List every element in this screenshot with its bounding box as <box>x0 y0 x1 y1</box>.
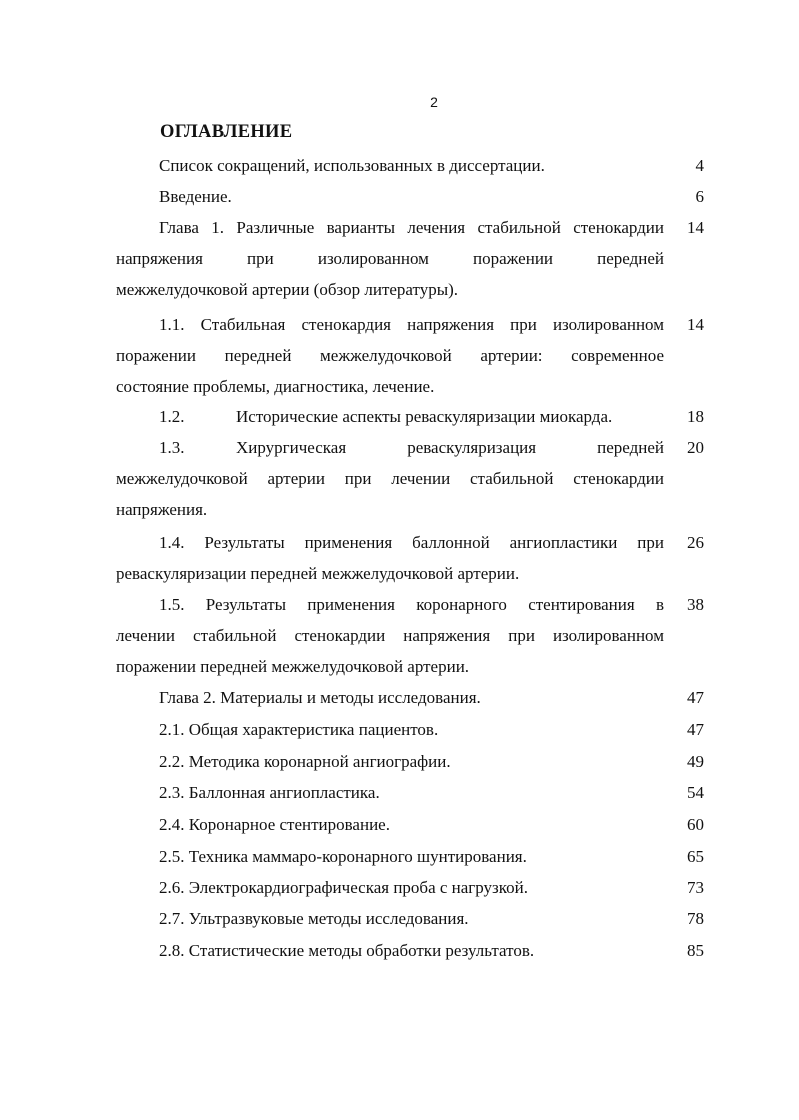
toc-entry-text-line: 2.6. Электрокардиографическая проба с нагрузкой. <box>159 878 529 897</box>
toc-entry-text-line: 1.1. Стабильная стенокардия напряжения при изолированном <box>159 315 664 334</box>
toc-entry-page: 6 <box>695 187 704 206</box>
toc-entry-page: 73 <box>687 878 704 897</box>
toc-entry-text-line: Глава 2. Материалы и методы исследования. <box>159 688 481 707</box>
toc-entry-text-line: межжелудочковой артерии при лечении стабильной стенокардии <box>116 469 664 488</box>
toc-entry-page: 47 <box>687 688 704 707</box>
toc-entry-text-line: Глава 1. Различные варианты лечения стабильной стенокардии <box>159 218 664 237</box>
toc-entry-text-line: 2.7. Ультразвуковые методы исследования. <box>159 909 469 928</box>
toc-entry-number: 1.3. <box>159 438 185 457</box>
toc-entry-page: 60 <box>687 815 704 834</box>
toc-heading: ОГЛАВЛЕНИЕ <box>160 122 293 142</box>
toc-entry-text-line: 2.5. Техника маммаро-коронарного шунтирования. <box>159 847 527 866</box>
toc-entry-text-line: лечении стабильной стенокардии напряжения при изолированном <box>116 626 664 645</box>
page-number: 2 <box>430 94 438 110</box>
toc-entry-page: 4 <box>695 156 704 175</box>
toc-entry-text-line: Хирургическая реваскуляризация передней <box>236 438 664 457</box>
toc-entry-text-line: 2.1. Общая характеристика пациентов. <box>159 720 439 739</box>
toc-entry-text-line: реваскуляризации передней межжелудочковой артерии. <box>116 564 520 583</box>
toc-entry-text-line: состояние проблемы, диагностика, лечение. <box>116 377 435 396</box>
toc-entry-page: 78 <box>687 909 704 928</box>
toc-entry-text-line: 1.4. Результаты применения баллонной ангиопластики при <box>159 533 664 552</box>
toc-entry-text-line: межжелудочковой артерии (обзор литературы). <box>116 280 459 299</box>
toc-entry-page: 65 <box>687 847 704 866</box>
toc-entry-text-line: 2.3. Баллонная ангиопластика. <box>159 783 380 802</box>
toc-entry-page: 54 <box>687 783 704 802</box>
toc-entry-page: 14 <box>687 218 704 237</box>
toc-entry-text-line: 2.4. Коронарное стентирование. <box>159 815 390 834</box>
toc-entry-text-line: Введение. <box>159 187 232 206</box>
toc-entry-text-line: 1.5. Результаты применения коронарного стентирования в <box>159 595 664 614</box>
toc-entry-text-line: поражении передней межжелудочковой артерии. <box>116 657 470 676</box>
toc-entry-text-line: Исторические аспекты реваскуляризации миокарда. <box>236 407 613 426</box>
toc-entry-page: 47 <box>687 720 704 739</box>
toc-entry-page: 26 <box>687 533 704 552</box>
toc-entry-page: 14 <box>687 315 704 334</box>
toc-entry-page: 49 <box>687 752 704 771</box>
toc-entry-page: 18 <box>687 407 704 426</box>
toc-entry-page: 38 <box>687 595 704 614</box>
toc-entry-text-line: Список сокращений, использованных в диссертации. <box>159 156 545 175</box>
toc-entry-text-line: поражении передней межжелудочковой артерии: современное <box>116 346 664 365</box>
toc-entry-text-line: 2.8. Статистические методы обработки результатов. <box>159 941 535 960</box>
toc-entry-page: 85 <box>687 941 704 960</box>
toc-entry-number: 1.2. <box>159 407 185 426</box>
toc-entry-page: 20 <box>687 438 704 457</box>
toc-entry-text-line: 2.2. Методика коронарной ангиографии. <box>159 752 451 771</box>
toc-entry-text-line: напряжения при изолированном поражении передней <box>116 249 664 268</box>
toc-entry-text-line: напряжения. <box>116 500 208 519</box>
